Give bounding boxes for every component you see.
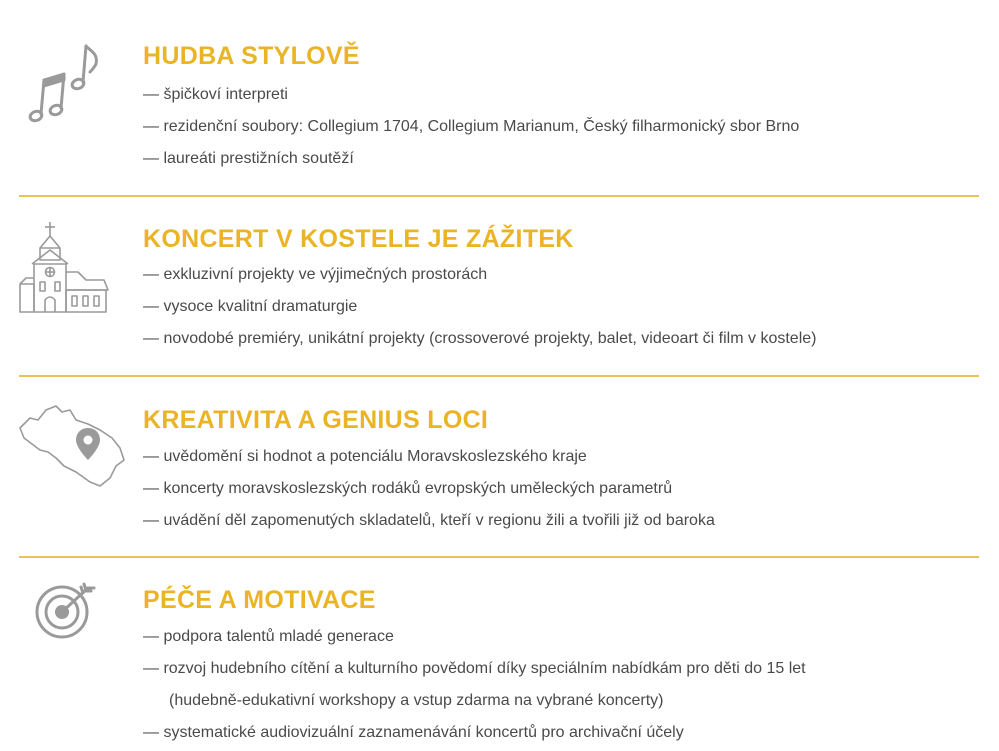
list-item-continuation bbox=[143, 685, 806, 717]
list-item: — uvádění děl zapomenutých skladatelů, kteří v regionu žili a tvořili již od baroka bbox=[143, 512, 715, 529]
section-title: HUDBA STYLOVĚ bbox=[143, 42, 360, 70]
section-title: KONCERT V KOSTELE JE ZÁŽITEK bbox=[143, 225, 574, 253]
list-item: — špičkoví interpreti bbox=[143, 86, 288, 103]
section-title: PÉČE A MOTIVACE bbox=[143, 586, 376, 614]
target-arrow-icon bbox=[34, 580, 96, 642]
list-item-continuation-text: (hudebně-edukativní workshopy a vstup zdarma na vybrané koncerty) bbox=[169, 692, 664, 709]
section-title: KREATIVITA A GENIUS LOCI bbox=[143, 406, 489, 434]
region-map-pin-icon bbox=[16, 400, 128, 492]
list-item: — rezidenční soubory: Collegium 1704, Collegium Marianum, Český filharmonický sbor Brno bbox=[143, 118, 800, 135]
section-list bbox=[143, 441, 715, 537]
section-divider bbox=[19, 195, 979, 197]
list-item: — rozvoj hudebního cítění a kulturního povědomí díky speciálním nabídkám pro děti do 15 let bbox=[143, 660, 806, 677]
section-divider bbox=[19, 375, 979, 377]
list-item: — koncerty moravskoslezských rodáků evropských uměleckých parametrů bbox=[143, 480, 673, 497]
section-list bbox=[143, 79, 799, 175]
list-item: — novodobé premiéry, unikátní projekty (crossoverové projekty, balet, videoart či film v kostele) bbox=[143, 330, 817, 347]
list-item: — podpora talentů mladé generace bbox=[143, 628, 394, 645]
section-list bbox=[143, 621, 806, 749]
section-divider bbox=[19, 556, 979, 558]
music-notes-icon bbox=[22, 38, 112, 128]
list-item: — vysoce kvalitní dramaturgie bbox=[143, 298, 358, 315]
list-item: — laureáti prestižních soutěží bbox=[143, 150, 354, 167]
church-icon bbox=[18, 220, 110, 314]
list-item: — exkluzivní projekty ve výjimečných prostorách bbox=[143, 266, 488, 283]
list-item: — systematické audiovizuální zaznamenávání koncertů pro archivační účely bbox=[143, 724, 684, 741]
section-list bbox=[143, 259, 816, 355]
list-item: — uvědomění si hodnot a potenciálu Moravskoslezského kraje bbox=[143, 448, 587, 465]
